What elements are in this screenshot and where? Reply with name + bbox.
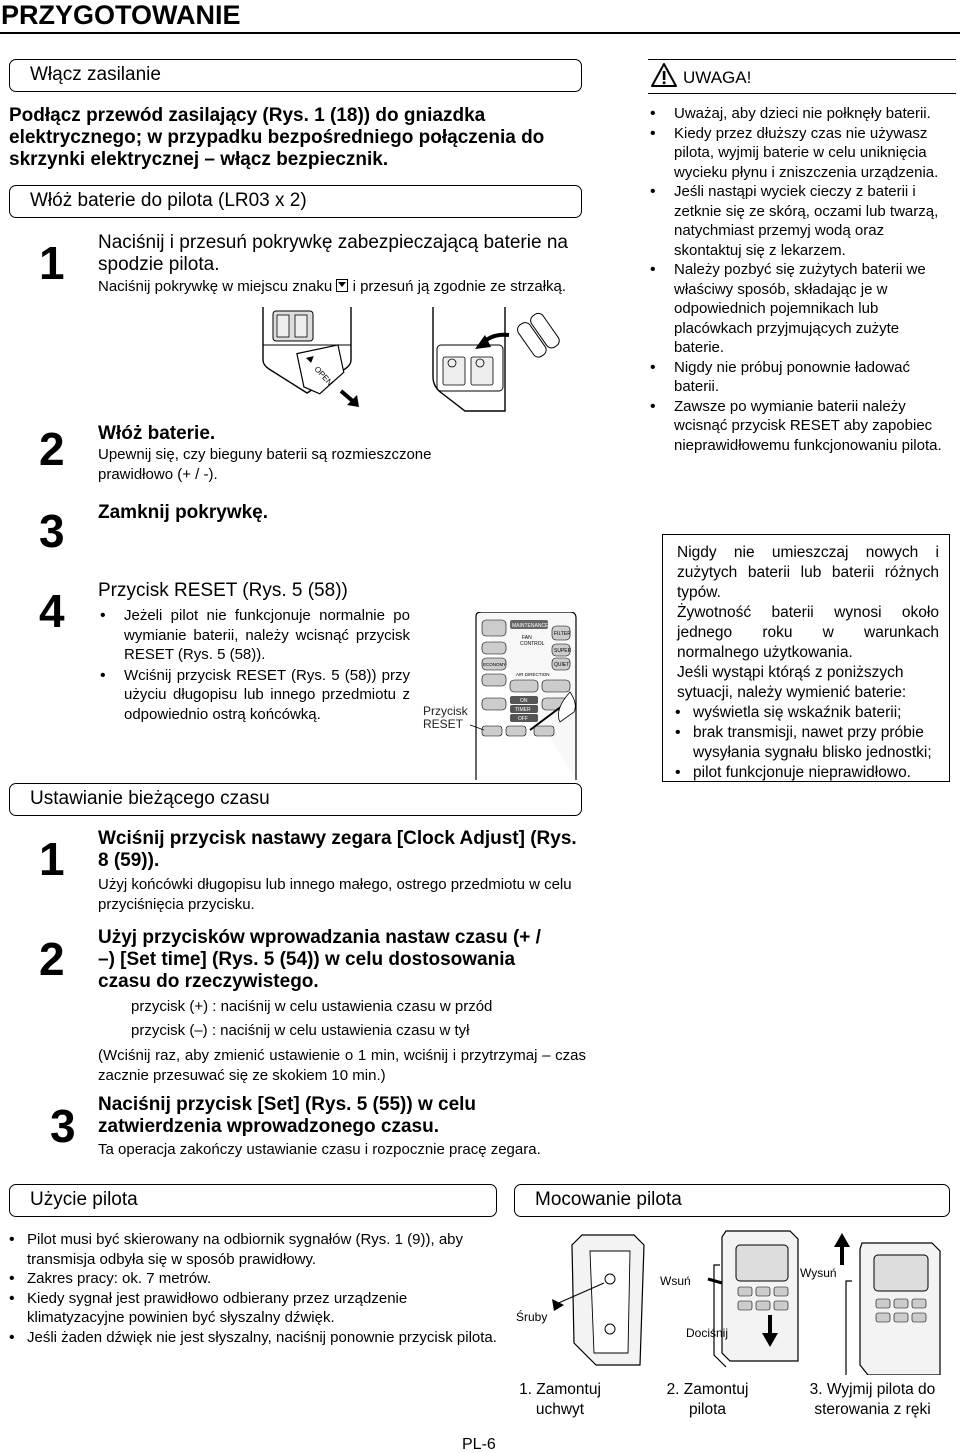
warning-bullets: [648, 104, 953, 455]
warning-triangle-icon: [650, 62, 678, 88]
mount-caption-1: 1. Zamontuj uchwyt: [519, 1381, 601, 1418]
clock-step1-text: Użyj końcówki długopisu lub innego małego, ostrego przedmiotu w celu przyciśnięcia przycisku.: [98, 876, 572, 913]
svg-text:CONTROL: CONTROL: [520, 641, 545, 647]
remote-reset-illustration: [470, 612, 582, 780]
step-number: 1: [39, 833, 65, 885]
note-paragraph: Żywotność baterii wynosi około jednego roku w warunkach normalnego użytkowania.: [677, 604, 939, 661]
svg-text:FILTER: FILTER: [554, 631, 571, 637]
step-number: 3: [50, 1100, 76, 1152]
mounting-section-heading: Mocowanie pilota: [514, 1184, 950, 1217]
warning-top-rule: [648, 59, 956, 60]
warning-title: UWAGA!: [683, 68, 752, 87]
list-item: • Jeżeli pilot nie funkcjonuje normalnie po wymianie baterii, należy wcisnąć przycisk RESET (Rys. 5 (58)).: [98, 606, 410, 665]
usage-bullets: [9, 1230, 499, 1347]
svg-text:AIR DIRECTION: AIR DIRECTION: [516, 672, 550, 677]
list-item: • wyświetla się wskaźnik baterii;: [675, 703, 939, 723]
list-item: • pilot funkcjonuje nieprawidłowo.: [675, 763, 939, 783]
list-item: • Jeśli żaden dźwięk nie jest słyszalny, naciśnij ponownie przycisk pilota.: [9, 1328, 499, 1348]
step-number: 3: [39, 505, 65, 557]
open-label: OPEN: [312, 364, 335, 388]
battery-insert-illustration: [425, 305, 575, 415]
list-item: • Zawsze po wymianie baterii należy wcisnąć przycisk RESET aby zapobiec nieprawidłowemu funkcjonowaniu pilota.: [648, 397, 953, 456]
power-text: Podłącz przewód zasilający (Rys. 1 (18)) do gniazdka elektrycznego; w przypadku bezpośredniego połączenia do skrzynki elektrycznej – włącz bezpiecznik.: [9, 105, 545, 170]
list-item: • brak transmisji, nawet przy próbie wysyłania sygnału blisko jednostki;: [675, 723, 939, 763]
svg-text:OFF: OFF: [518, 716, 528, 722]
list-item: • Jeśli nastąpi wyciek cieczy z baterii i zetknie się ze skórą, oczami lub twarzą, natychmiast przemyj wodą oraz skontaktuj się z lekarzem.: [648, 182, 953, 260]
battery-step2-text: Upewnij się, czy bieguny baterii są rozmieszczone prawidłowo (+ / -).: [98, 446, 432, 483]
step-number: 2: [39, 423, 65, 475]
mount-caption-3: 3. Wyjmij pilota do sterowania z ręki: [809, 1381, 936, 1418]
remote-back-cover-illustration: [255, 305, 370, 410]
usage-section-heading: Użycie pilota: [9, 1184, 497, 1217]
clock-step2-minus-line: przycisk (–) : naciśnij w celu ustawienia czasu w tył: [131, 1022, 470, 1039]
list-item: • Zakres pracy: ok. 7 metrów.: [9, 1269, 499, 1289]
clock-step2-title: Użyj przycisków wprowadzania nastaw czasu (+ / –) [Set time] (Rys. 5 (54)) w celu dostosowania czasu do rzeczywistego.: [98, 927, 541, 992]
reset-caption: Przycisk RESET: [423, 704, 468, 731]
clock-step2-note: (Wciśnij raz, aby zmienić ustawienie o 1 min, wciśnij i przytrzymaj – czas zacznie przesuwać się ze skokiem 10 min.): [98, 1047, 586, 1084]
step-number: 4: [39, 585, 65, 637]
warning-bottom-rule: [648, 93, 956, 94]
insert-label: Wsuń: [660, 1274, 691, 1288]
list-item: • Pilot musi być skierowany na odbiornik sygnałów (Rys. 1 (9)), aby transmisja odbyła się w sposób prawidłowy.: [9, 1230, 499, 1269]
list-item: • Kiedy przez dłuższy czas nie używasz pilota, wyjmij baterie w celu uniknięcia wycieku płynu i zniszczenia urządzenia.: [648, 124, 953, 183]
clock-section-heading: Ustawianie bieżącego czasu: [9, 783, 582, 816]
svg-text:QUIET: QUIET: [554, 662, 570, 668]
svg-text:SUPER: SUPER: [554, 648, 572, 654]
battery-step2-title: Włóż baterie.: [98, 423, 216, 444]
svg-text:MAINTENANCE: MAINTENANCE: [512, 623, 549, 629]
clock-step2-plus-line: przycisk (+) : naciśnij w celu ustawienia czasu w przód: [131, 998, 493, 1015]
svg-text:TIMER: TIMER: [515, 707, 531, 713]
power-section-heading: Włącz zasilanie: [9, 59, 582, 92]
reset-step-title: Przycisk RESET (Rys. 5 (58)): [98, 580, 348, 601]
screws-label: Śruby: [516, 1310, 548, 1324]
slide-out-label: Wysuń: [800, 1266, 837, 1280]
list-item: • Wciśnij przycisk RESET (Rys. 5 (58)) przy użyciu długopisu lub innego przedmiotu z odpowiednio ostrą końcówką.: [98, 666, 410, 725]
battery-step1-title: Naciśnij i przesuń pokrywkę zabezpieczającą baterie na spodzie pilota.: [98, 232, 568, 275]
list-item: • Należy pozbyć się zużytych baterii we właściwy sposób, składając je w odpowiednich pojemnikach lub placówkach przyjmujących zużyte baterie.: [648, 260, 953, 358]
svg-text:ECONOMY: ECONOMY: [483, 662, 507, 667]
battery-note-box: [662, 534, 950, 782]
note-paragraph: Jeśli wystąpi którąś z poniższych sytuacji, należy wymienić baterie:: [677, 664, 907, 701]
page-number: PL-6: [462, 1436, 496, 1453]
note-paragraph: Nigdy nie umieszczaj nowych i zużytych baterii lub baterii różnych typów.: [677, 544, 939, 601]
mount-caption-2: 2. Zamontuj pilota: [666, 1381, 749, 1418]
step-number: 2: [39, 933, 65, 985]
clock-step3-title: Naciśnij przycisk [Set] (Rys. 5 (55)) w celu zatwierdzenia wprowadzonego czasu.: [98, 1094, 477, 1137]
batteries-section-heading: Włóż baterie do pilota (LR03 x 2): [9, 185, 582, 218]
svg-text:ON: ON: [520, 698, 528, 704]
battery-step3-title: Zamknij pokrywkę.: [98, 502, 269, 523]
reset-step-bullets: [98, 606, 410, 724]
list-item: • Kiedy sygnał jest prawidłowo odbierany przez urządzenie klimatyzacyjne powinien być słyszalny dźwięk.: [9, 1289, 499, 1328]
list-item: • Uważaj, aby dzieci nie połknęły baterii.: [648, 104, 953, 124]
svg-text:FAN: FAN: [522, 635, 532, 641]
battery-step1-text: Naciśnij pokrywkę w miejscu znaku i przesuń ją zgodnie ze strzałką.: [98, 278, 567, 295]
clock-step1-title: Wciśnij przycisk nastawy zegara [Clock Adjust] (Rys. 8 (59)).: [98, 828, 577, 871]
page-title: PRZYGOTOWANIE: [0, 0, 960, 34]
press-label: Dociśnij: [686, 1326, 729, 1340]
list-item: • Nigdy nie próbuj ponownie ładować baterii.: [648, 358, 953, 397]
note-bullets: [675, 703, 939, 783]
cover-mark-icon: [336, 279, 348, 292]
step-number: 1: [39, 237, 65, 289]
clock-step3-text: Ta operacja zakończy ustawianie czasu i rozpocznie pracę zegara.: [98, 1141, 541, 1158]
mounting-illustration: [512, 1225, 952, 1375]
